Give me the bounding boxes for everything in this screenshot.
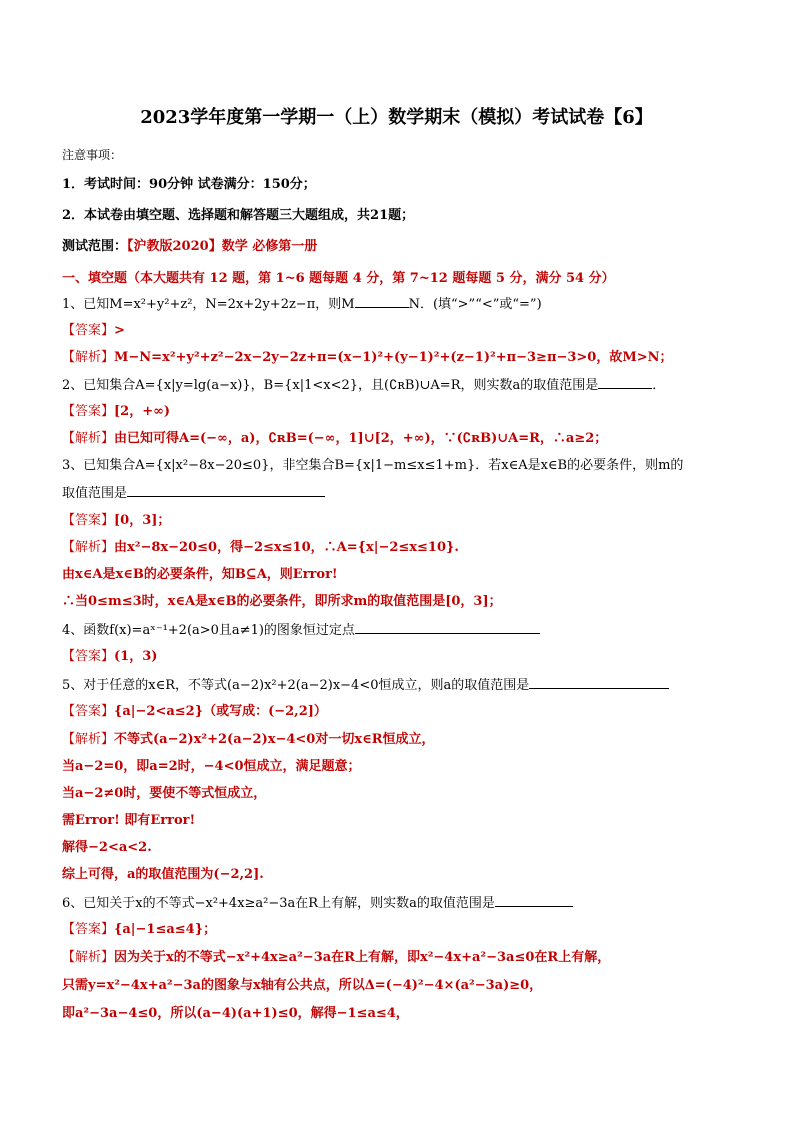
analysis-text: 不等式(a−2)x²+2(a−2)x−4<0对一切x∈R恒成立， <box>114 732 435 747</box>
analysis-tag: 【解析】 <box>62 950 115 965</box>
analysis-tag: 【解析】 <box>62 431 115 446</box>
question-4-blank <box>355 621 540 634</box>
question-5-analysis-line-4: 需Error! 即有Error! <box>62 813 196 828</box>
question-3-blank <box>127 484 325 497</box>
question-2-blank <box>598 376 652 389</box>
answer-value: [0，3]； <box>114 513 171 528</box>
analysis-tag: 【解析】 <box>62 732 115 747</box>
analysis-text: M−N=x²+y²+z²−2x−2y−2z+π=(x−1)²+(y−1)²+(z−1)²+π−3≥π−3>0，故M>N； <box>114 350 673 365</box>
page-title: 2023学年度第一学期一（上）数学期末（模拟）考试试卷【6】 <box>140 107 653 128</box>
question-3-line-2 <box>62 484 742 503</box>
question-4-answer <box>62 648 742 666</box>
question-6-blank <box>495 894 573 907</box>
notice-heading: 注意事项： <box>62 148 123 162</box>
test-scope-value: 【沪教版2020】数学 必修第一册 <box>127 239 318 254</box>
analysis-tag: 【解析】 <box>62 350 115 365</box>
answer-tag: 【答案】 <box>62 704 115 719</box>
answer-value: (1，3) <box>114 649 158 664</box>
question-1-answer <box>62 322 742 340</box>
question-5-blank <box>529 676 669 689</box>
question-2-stem-tail: ． <box>652 378 666 393</box>
question-1-stem-tail: N．(填“>”“<”或“=”) <box>408 297 542 312</box>
question-5 <box>62 676 742 695</box>
question-3-answer <box>62 512 742 530</box>
question-5-analysis-line-3: 当a−2≠0时，要使不等式恒成立， <box>62 786 267 801</box>
notice-item-1: 1．考试时间：90分钟 试卷满分：150分； <box>62 177 316 192</box>
answer-tag: 【答案】 <box>62 323 115 338</box>
question-6-analysis-line-3: 即a²−3a−4≤0，所以(a−4)(a+1)≤0，解得−1≤a≤4， <box>62 1006 409 1021</box>
question-1-analysis <box>62 349 742 367</box>
answer-tag: 【答案】 <box>62 649 115 664</box>
test-scope <box>62 238 742 256</box>
question-6-analysis <box>62 949 742 967</box>
answer-tag: 【答案】 <box>62 922 115 937</box>
answer-value: [2，+∞) <box>114 404 171 419</box>
question-3-analysis-line-3: ∴当0≤m≤3时，x∈A是x∈B的必要条件，即所求m的取值范围是[0，3]； <box>62 594 502 609</box>
question-5-analysis <box>62 731 742 749</box>
question-5-answer <box>62 703 742 721</box>
analysis-tag: 【解析】 <box>62 540 115 555</box>
question-3-analysis-line-2: 由x∈A是x∈B的必要条件，知B⊆A，则Error! <box>62 567 338 582</box>
question-5-analysis-line-5: 解得−2<a<2. <box>62 840 152 855</box>
question-2-stem: 2、已知集合A={x|y=lg(a−x)}，B={x|1<x<2}，且(∁ʀB)∪A=R，则实数a的取值范围是 <box>62 378 599 393</box>
answer-value: {a|−1≤a≤4}； <box>114 922 217 937</box>
question-6-analysis-line-2: 只需y=x²−4x+a²−3a的图象与x轴有公共点，所以Δ=(−4)²−4×(a²−3a)≥0， <box>62 978 543 993</box>
analysis-text: 由已知可得A=(−∞，a)，∁ʀB=(−∞，1]∪[2，+∞)，∵(∁ʀB)∪A=R，∴a≥2； <box>114 431 608 446</box>
answer-tag: 【答案】 <box>62 513 115 528</box>
question-5-stem: 5、对于任意的x∈R，不等式(a−2)x²+2(a−2)x−4<0恒成立，则a的取值范围是 <box>62 678 530 693</box>
answer-value: {a|−2<a≤2}（或写成：(−2,2]） <box>114 704 327 719</box>
question-3-stem: 取值范围是 <box>62 486 128 501</box>
question-1 <box>62 295 742 314</box>
question-3-line-1: 3、已知集合A={x|x²−8x−20≤0}，非空集合B={x|1−m≤x≤1+m}．若x∈A是x∈B的必要条件，则m的 <box>62 458 684 473</box>
question-6-stem: 6、已知关于x的不等式−x²+4x≥a²−3a在R上有解，则实数a的取值范围是 <box>62 896 495 911</box>
answer-value: > <box>114 323 125 338</box>
question-3-analysis <box>62 539 742 557</box>
question-6-answer <box>62 921 742 939</box>
section-1-heading: 一、填空题（本大题共有 12 题，第 1~6 题每题 4 分，第 7~12 题每题 5 分，满分 54 分） <box>62 271 615 286</box>
question-5-analysis-line-6: 综上可得，a的取值范围为(−2,2]. <box>62 867 264 882</box>
question-1-blank <box>355 295 409 308</box>
question-4 <box>62 621 742 640</box>
question-4-stem: 4、函数f(x)=aˣ⁻¹+2(a>0且a≠1)的图象恒过定点 <box>62 623 355 638</box>
test-scope-label: 测试范围： <box>62 239 128 254</box>
analysis-text: 因为关于x的不等式−x²+4x≥a²−3a在R上有解，即x²−4x+a²−3a≤0在R上有解， <box>114 950 611 965</box>
analysis-text: 由x²−8x−20≤0，得−2≤x≤10，∴A={x|−2≤x≤10}. <box>114 540 459 555</box>
question-2 <box>62 376 742 395</box>
question-6 <box>62 894 742 913</box>
answer-tag: 【答案】 <box>62 404 115 419</box>
notice-item-2: 2．本试卷由填空题、选择题和解答题三大题组成，共21题； <box>62 208 415 223</box>
question-5-analysis-line-2: 当a−2=0，即a=2时，−4<0恒成立，满足题意； <box>62 759 361 774</box>
question-1-stem: 1、已知M=x²+y²+z²，N=2x+2y+2z−π，则M <box>62 297 355 312</box>
question-2-answer <box>62 403 742 421</box>
question-2-analysis <box>62 430 742 448</box>
